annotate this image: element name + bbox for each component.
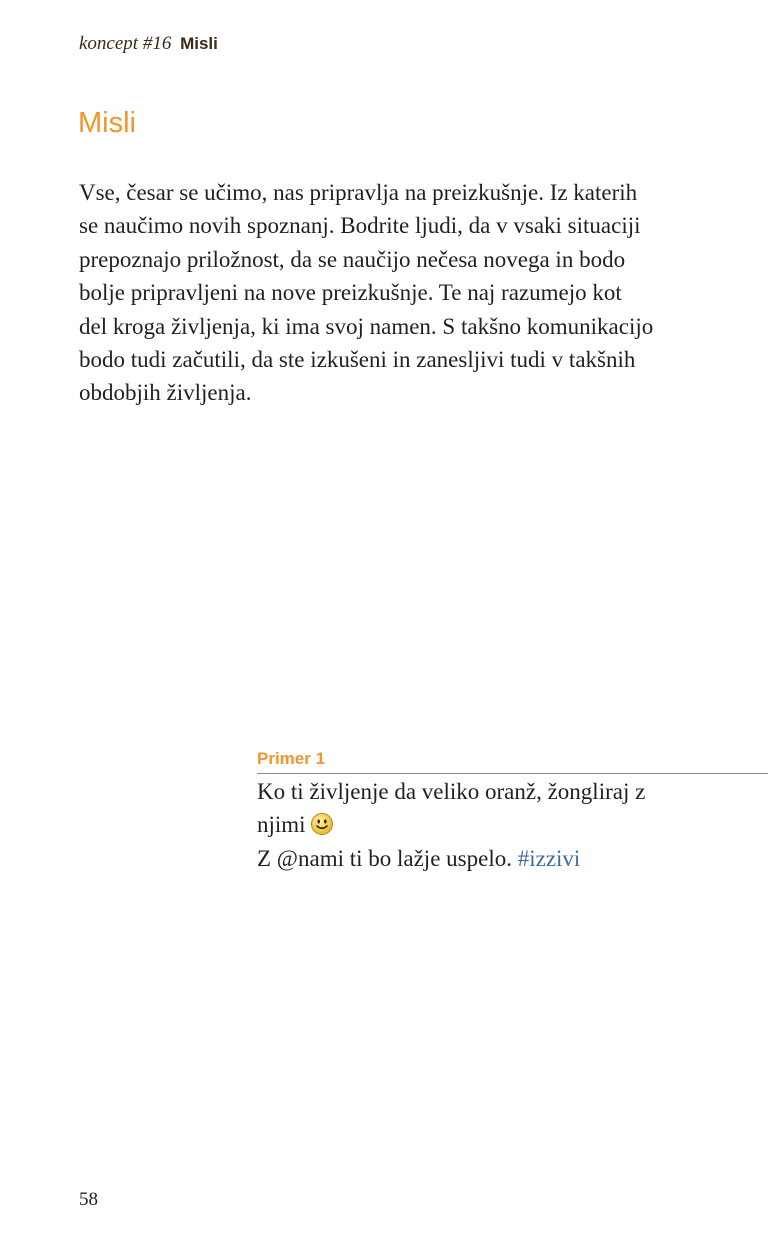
example-box: [257, 747, 768, 875]
example-divider: [257, 773, 768, 774]
body-line: del kroga življenja, ki ima svoj namen. S takšno komunikacijo: [79, 313, 654, 339]
example-line: [257, 842, 768, 875]
running-header: [79, 32, 218, 56]
body-line: bolje pripravljeni na nove preizkušnje. Te naj razumejo kot: [79, 280, 622, 306]
example-line: [257, 808, 768, 841]
body-line: Vse, česar se učimo, nas pripravlja na preizkušnje. Iz katerih: [79, 180, 638, 205]
concept-number: koncept #16: [79, 33, 172, 54]
body-line: se naučimo novih spoznanj. Bodrite ljudi, da v vsaki situaciji: [79, 213, 641, 239]
example-label: Primer 1: [257, 749, 326, 768]
body-line: obdobjih življenja.: [79, 380, 252, 406]
body-line: bodo tudi začutili, da ste izkušeni in zanesljivi tudi v takšnih: [79, 347, 636, 373]
example-text: [257, 775, 768, 875]
section-name: Misli: [180, 34, 218, 53]
body-paragraph: [79, 176, 709, 410]
example-line-text: Z @nami ti bo lažje uspelo.: [257, 845, 512, 871]
page-number: 58: [79, 1189, 98, 1210]
example-line-text: njimi: [257, 812, 306, 838]
hashtag-link[interactable]: #izzivi: [517, 845, 581, 871]
body-line: prepoznajo priložnost, da se naučijo nečesa novega in bodo: [79, 246, 626, 272]
smiley-face-icon: [310, 812, 334, 836]
example-line: Ko ti življenje da veliko oranž, žongliraj z: [257, 779, 646, 804]
page-title: Misli: [78, 107, 136, 139]
